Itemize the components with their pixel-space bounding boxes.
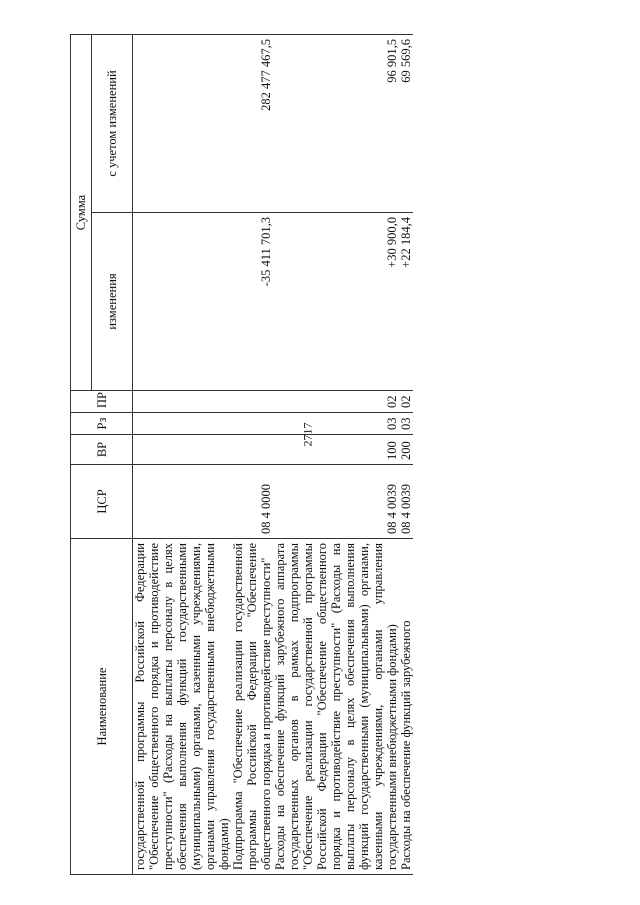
header-csr: ЦСР bbox=[71, 465, 133, 539]
header-vr: ВР bbox=[71, 435, 133, 465]
header-name: Наименование bbox=[71, 539, 133, 875]
row-rz bbox=[231, 413, 273, 435]
row-pr: 02 bbox=[273, 391, 399, 413]
row-change: +30 900,0 bbox=[273, 213, 399, 391]
row-vr: 100 bbox=[273, 435, 399, 465]
budget-table bbox=[70, 34, 413, 875]
row-pr bbox=[133, 391, 232, 413]
row-csr bbox=[133, 465, 232, 539]
header-rz: Рз bbox=[71, 413, 133, 435]
header-sum: Сумма bbox=[71, 35, 92, 391]
row-rz: 03 bbox=[273, 413, 399, 435]
row-change bbox=[133, 213, 232, 391]
row-change: -35 411 701,3 bbox=[231, 213, 273, 391]
table-row bbox=[399, 35, 413, 875]
table-row bbox=[273, 35, 399, 875]
table-row bbox=[133, 35, 232, 875]
row-csr: 08 4 0039 bbox=[399, 465, 413, 539]
row-name: Подпрограмма "Обеспечение реализации государственной программы Российской Федерации "Обеспечение общественного порядка и противодействие преступности" bbox=[231, 539, 273, 875]
row-total: 282 477 467,5 bbox=[231, 35, 273, 213]
row-rz: 03 bbox=[399, 413, 413, 435]
header-change: изменения bbox=[92, 213, 133, 391]
row-change: +22 184,4 bbox=[399, 213, 413, 391]
header-total: с учетом изменений bbox=[92, 35, 133, 213]
rotated-page bbox=[70, 35, 610, 875]
table-body bbox=[133, 35, 414, 875]
table-header bbox=[71, 35, 133, 875]
row-total: 69 569,6 bbox=[399, 35, 413, 213]
row-total: 96 901,5 bbox=[273, 35, 399, 213]
row-name: Расходы на обеспечение функций зарубежного bbox=[399, 539, 413, 875]
row-name: государственной программы Российской Федерации "Обеспечение общественного порядка и противодействие преступности" (Расходы на выплаты персоналу в целях обеспечения выполнения функций государственными (муниципальными) органами, казенными учреждениями, органами управления государственными внебюджетными фондами) bbox=[133, 539, 232, 875]
page-number: 2717 bbox=[300, 422, 315, 447]
row-name: Расходы на обеспечение функций зарубежного аппарата государственных органов в рамках подпрограммы "Обеспечение реализации государственной программы Российской Федерации "Обеспечение общественного порядка и противодействие преступности" (Расходы на выплаты персоналу в целях обеспечения выполнения функций государственными (муниципальными) органами, казенными учреждениями, органами управления государственными внебюджетными фондами) bbox=[273, 539, 399, 875]
row-rz bbox=[133, 413, 232, 435]
row-vr bbox=[133, 435, 232, 465]
row-vr bbox=[231, 435, 273, 465]
row-csr: 08 4 0039 bbox=[273, 465, 399, 539]
row-pr bbox=[231, 391, 273, 413]
header-pr: ПР bbox=[71, 391, 133, 413]
row-total bbox=[133, 35, 232, 213]
row-pr: 02 bbox=[399, 391, 413, 413]
row-vr: 200 bbox=[399, 435, 413, 465]
table-row bbox=[231, 35, 273, 875]
row-csr: 08 4 0000 bbox=[231, 465, 273, 539]
